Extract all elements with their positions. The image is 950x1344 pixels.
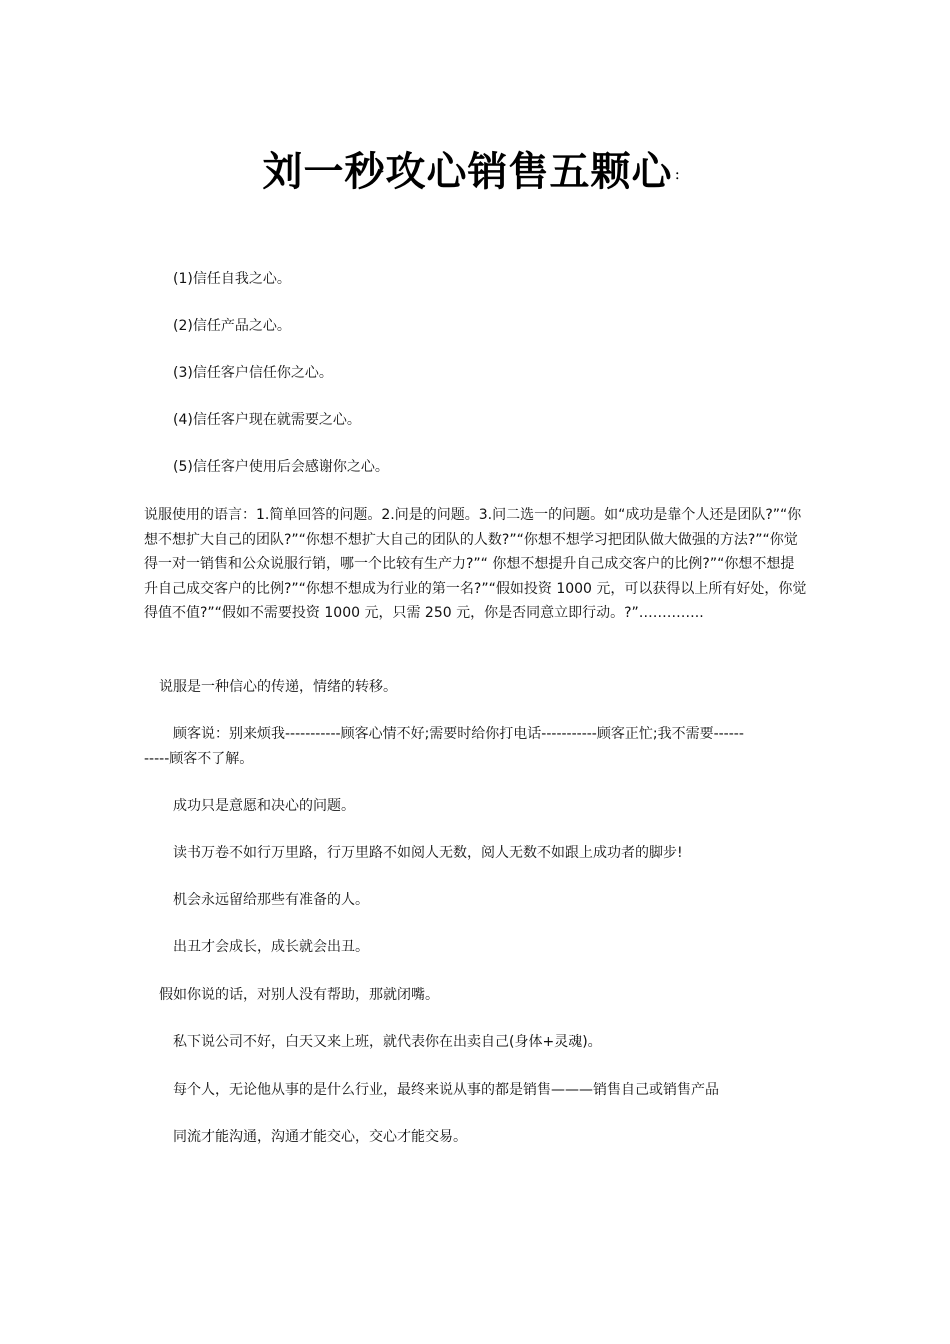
heart-item-1: (1)信任自我之心。	[173, 271, 291, 287]
title-colon-mark: ：	[674, 168, 688, 182]
persuasion-language-paragraph: 说服使用的语言：1.简单回答的问题。2.问是的问题。3.问二选一的问题。如“成功是靠个人还是团队?”“你想不想扩大自己的团队?”“你想不想扩大自己的团队的人数?”“你想不想学习把团队做大做强的方法?”“你觉得一对一销售和公众说服行销，哪一个比较有生产力?”“ 你想不想提升自己成交客户的比例?”“你想不想提升自己成交客户的比例?”“你想不想成为行业的第一名?”“假如投资 1000 元，可以获得以上所有好处，你觉得值不值?”“假如不需要投资 1000 元，只需 250 元，你是否同意立即行动。?”…………..	[144, 507, 807, 621]
document-title	[0, 146, 950, 201]
heart-item-2: (2)信任产品之心。	[173, 318, 291, 334]
heart-item-5: (5)信任客户使用后会感谢你之心。	[173, 459, 389, 475]
title-text: 刘一秒攻心销售五颗心	[262, 148, 673, 195]
customer-says-paragraph: 顾客说：别来烦我-----------顾客心情不好;需要时给你打电话-----------顾客正忙;我不需要-----------顾客不了解。	[144, 726, 744, 767]
saying-1: 成功只是意愿和决心的问题。	[173, 798, 355, 814]
saying-2: 读书万卷不如行万里路，行万里路不如阅人无数，阅人无数不如跟上成功者的脚步!	[173, 845, 683, 861]
saying-4: 出丑才会成长，成长就会出丑。	[173, 939, 369, 955]
communication-line: 同流才能沟通，沟通才能交心，交心才能交易。	[173, 1129, 467, 1145]
heart-item-4: (4)信任客户现在就需要之心。	[173, 412, 361, 428]
shut-up-line: 假如你说的话，对别人没有帮助，那就闭嘴。	[159, 987, 439, 1003]
everyone-sells-line: 每个人，无论他从事的是什么行业，最终来说从事的都是销售———销售自己或销售产品	[173, 1082, 719, 1098]
betray-line: 私下说公司不好，白天又来上班，就代表你在出卖自己(身体+灵魂)。	[173, 1034, 602, 1050]
persuasion-definition: 说服是一种信心的传递，情绪的转移。	[159, 679, 397, 695]
saying-3: 机会永远留给那些有准备的人。	[173, 892, 369, 908]
heart-item-3: (3)信任客户信任你之心。	[173, 365, 333, 381]
